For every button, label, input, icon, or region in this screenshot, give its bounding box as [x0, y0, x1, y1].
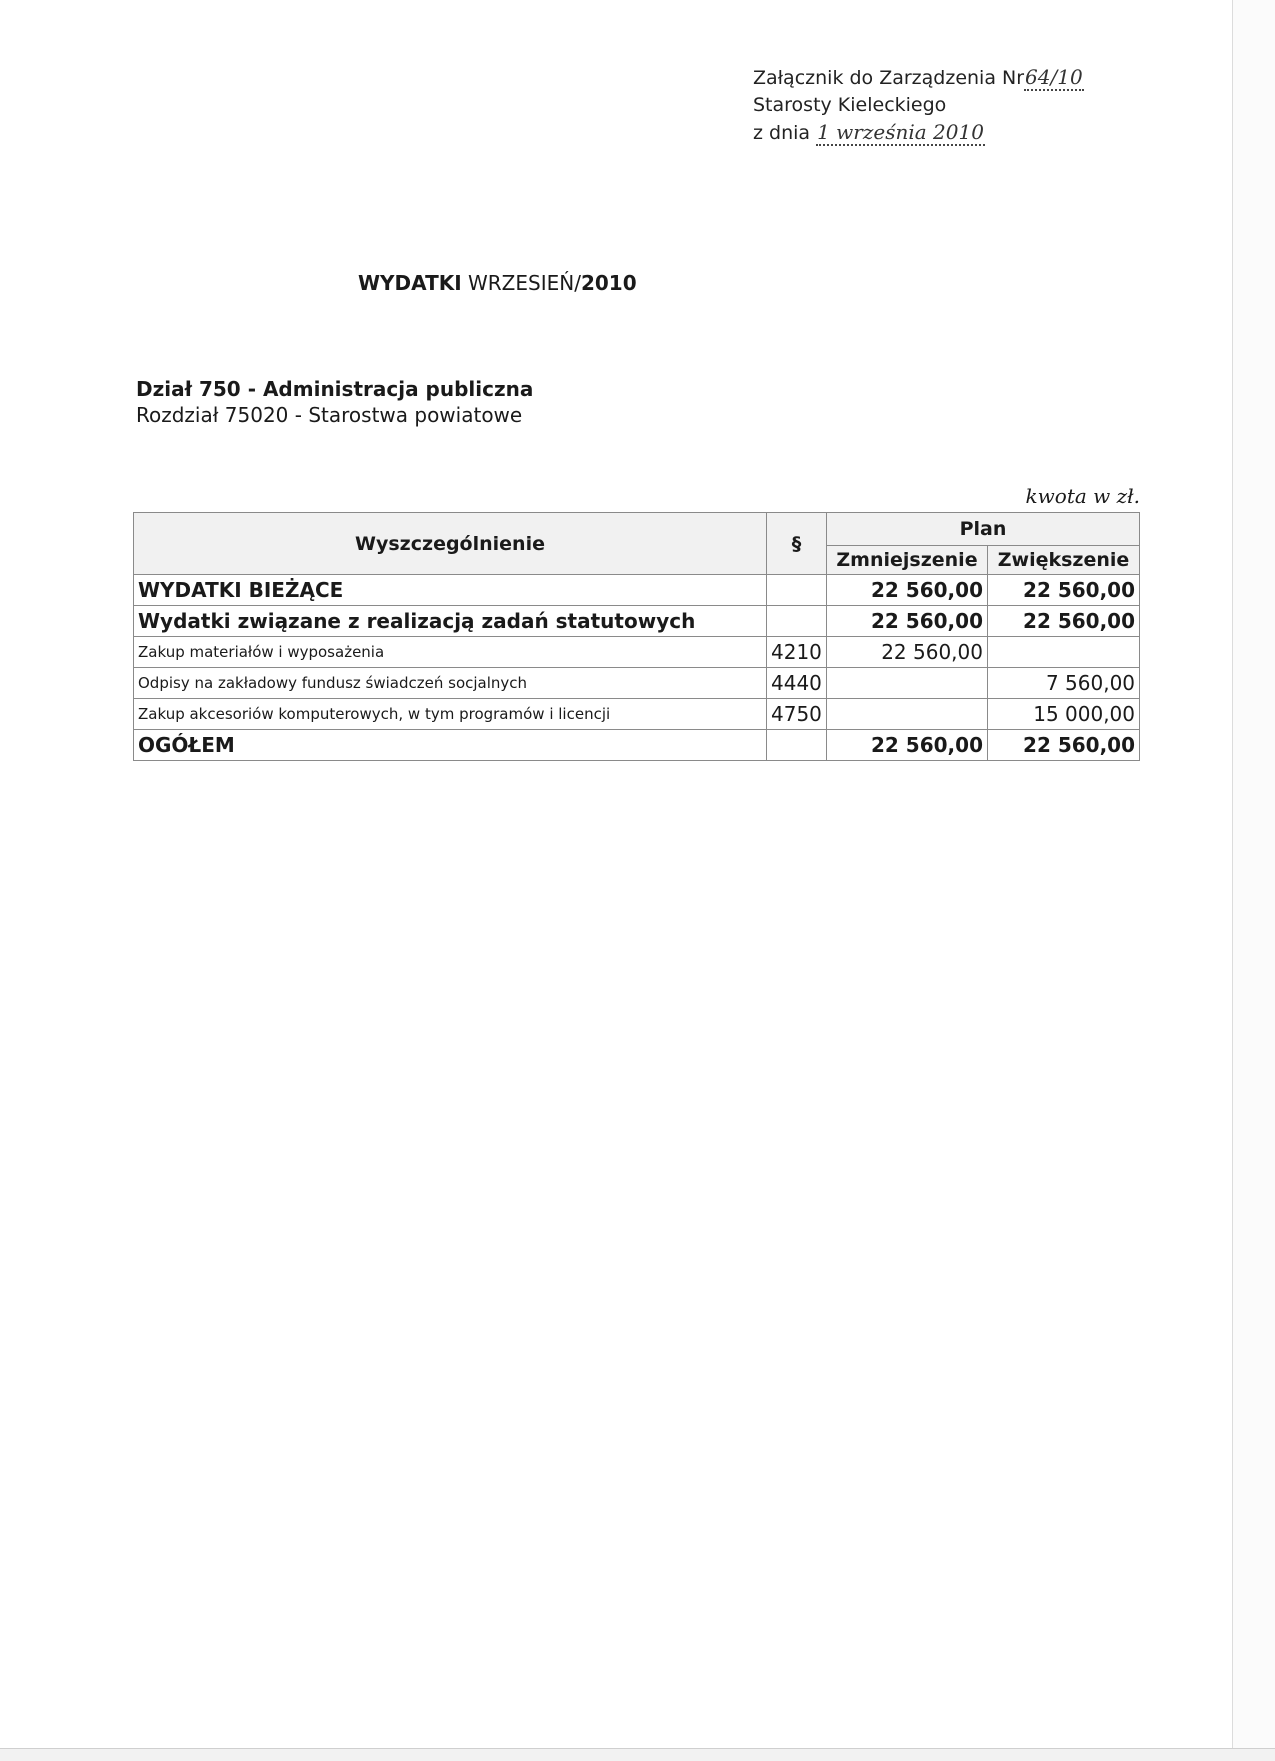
row-label: Zakup materiałów i wyposażenia [134, 637, 767, 668]
handwritten-order-number: 64/10 [1025, 65, 1083, 89]
row-decrease: 22 560,00 [827, 606, 988, 637]
row-decrease [827, 668, 988, 699]
row-paragraph [767, 606, 827, 637]
page-bottom-edge [0, 1748, 1275, 1761]
attachment-prefix: Załącznik do Zarządzenia Nr [753, 67, 1025, 89]
row-paragraph [767, 730, 827, 761]
row-label: OGÓŁEM [134, 730, 767, 761]
title-bold-1: WYDATKI [358, 271, 462, 295]
attachment-line-2: Starosty Kieleckiego [753, 94, 947, 116]
row-paragraph: 4210 [767, 637, 827, 668]
attachment-header [753, 64, 1084, 147]
row-increase [988, 637, 1140, 668]
row-decrease: 22 560,00 [827, 575, 988, 606]
handwritten-date: 1 września 2010 [817, 120, 984, 144]
row-increase: 7 560,00 [988, 668, 1140, 699]
header-increase: Zwiększenie [988, 546, 1140, 575]
row-increase: 15 000,00 [988, 699, 1140, 730]
header-description: Wyszczególnienie [134, 513, 767, 575]
unit-note: kwota w zł. [1025, 484, 1140, 508]
attachment-line-3 [753, 119, 1084, 147]
table-header-row-1 [134, 513, 1140, 546]
table-row [134, 668, 1140, 699]
title-bold-2: 2010 [580, 271, 637, 295]
row-decrease [827, 699, 988, 730]
row-paragraph: 4750 [767, 699, 827, 730]
row-paragraph: 4440 [767, 668, 827, 699]
row-increase: 22 560,00 [988, 575, 1140, 606]
row-decrease: 22 560,00 [827, 730, 988, 761]
expenses-table [133, 512, 1140, 761]
row-label: Wydatki związane z realizacją zadań statutowych [134, 606, 767, 637]
dzial-heading: Dział 750 - Administracja publiczna [136, 377, 534, 401]
table-row [134, 606, 1140, 637]
row-decrease: 22 560,00 [827, 637, 988, 668]
attachment-line-1 [753, 64, 1084, 92]
table-row [134, 575, 1140, 606]
section-heading [136, 376, 533, 428]
row-label: Odpisy na zakładowy fundusz świadczeń socjalnych [134, 668, 767, 699]
document-title [358, 271, 637, 295]
row-increase: 22 560,00 [988, 730, 1140, 761]
table-row [134, 699, 1140, 730]
header-paragraph: § [767, 513, 827, 575]
row-label: Zakup akcesoriów komputerowych, w tym programów i licencji [134, 699, 767, 730]
table-row [134, 637, 1140, 668]
row-increase: 22 560,00 [988, 606, 1140, 637]
rozdzial-heading: Rozdział 75020 - Starostwa powiatowe [136, 403, 523, 427]
title-normal: WRZESIEŃ/ [461, 271, 581, 295]
page-edge [1232, 0, 1275, 1760]
table-row-total [134, 730, 1140, 761]
row-label: WYDATKI BIEŻĄCE [134, 575, 767, 606]
attachment-date-prefix: z dnia [753, 122, 811, 144]
header-plan: Plan [827, 513, 1140, 546]
header-decrease: Zmniejszenie [827, 546, 988, 575]
row-paragraph [767, 575, 827, 606]
